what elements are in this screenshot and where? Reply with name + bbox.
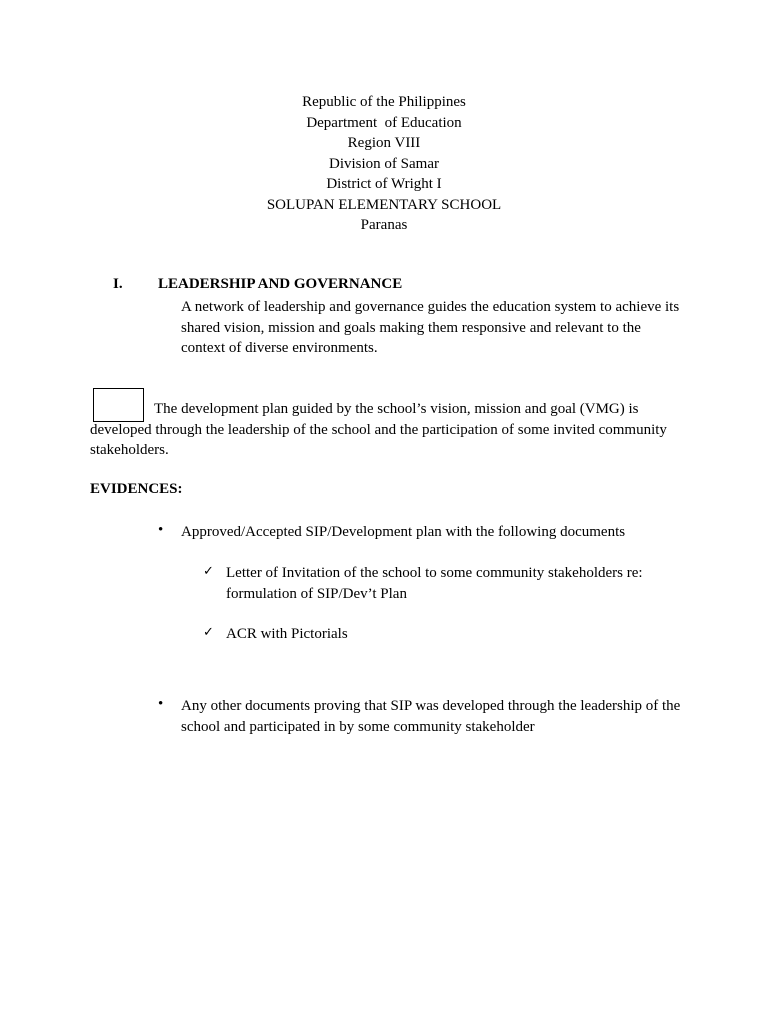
checkmark-icon: ✓ [203,564,214,579]
header-line-division: Division of Samar [329,155,439,172]
header-line-department: Department of Education [306,114,462,131]
header-line-school: SOLUPAN ELEMENTARY SCHOOL [266,196,502,213]
section-title: LEADERSHIP AND GOVERNANCE [158,276,403,292]
evidence-subitem-2: ACR with Pictorials [226,626,348,642]
evidence-item-1: Approved/Accepted SIP/Development plan with the following documents [181,524,626,540]
bullet-icon: • [158,522,164,538]
section-number: I. [113,276,123,292]
section-description: A network of leadership and governance guides the education system to achieve its shared vision, mission and goals making them responsive and relevant to the context of diverse environments. [181,299,680,356]
header-line-municipality: Paranas [360,217,408,233]
header-line-district: District of Wright I [326,176,442,192]
evidences-heading: EVIDENCES: [90,481,183,497]
indicator-text: The development plan guided by the school’s vision, mission and goal (VMG) is developed through the leadership of the school and the participation of some invited community stakeholders. [90,401,667,458]
header-line-region: Region VIII [347,135,421,151]
checkmark-icon: ✓ [203,625,214,640]
evidence-item-2: Any other documents proving that SIP was developed through the leadership of the school and participated in by some community stakeholder [181,698,681,735]
header-line-republic: Republic of the Philippines [302,94,466,110]
evidence-subitem-1: Letter of Invitation of the school to some community stakeholders re: formulation of SIP/Dev’t Plan [226,565,643,602]
document-header [0,92,768,236]
bullet-icon: • [158,696,164,712]
